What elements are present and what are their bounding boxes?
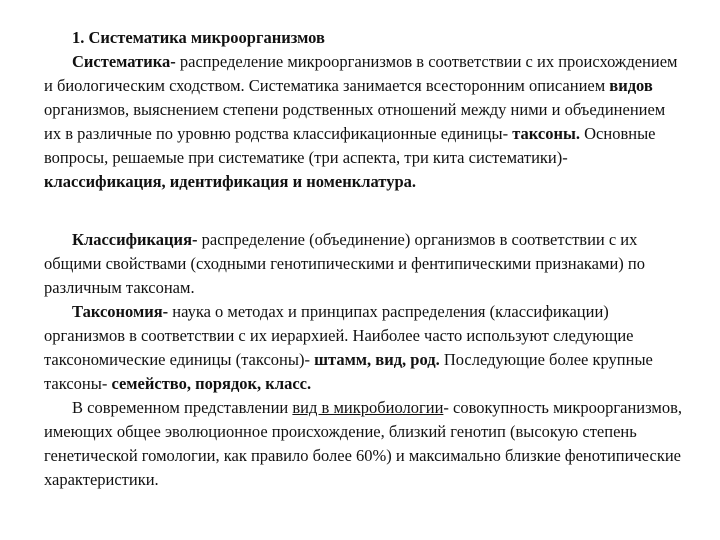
paragraph-text: Основные вопросы, решаемые при систематике (три аспекта, три кита систематики)- [44, 124, 656, 167]
paragraph-species-definition [44, 396, 684, 492]
paragraph-text: - совокупность микроорганизмов, имеющих общее эволюционное происхождение, близкий генотип (высокую степень генетической гомологии, как правило более 60%) и максимально близкие фенотипические характеристики. [44, 398, 682, 489]
term-taxonomy: Таксономия- [72, 302, 169, 321]
bold-term: видов [609, 76, 653, 95]
bold-term: классификация, идентификация и номенклатура. [44, 172, 416, 191]
paragraph-text: наука о методах и принципах распределения (классификации) организмов в соответствии с их иерархией. Наиболее часто используют следующие таксономические единицы (таксоны)- [44, 302, 634, 369]
bold-term: таксоны. [512, 124, 580, 143]
bold-term: штамм, вид, род. [314, 350, 440, 369]
section-heading-text: 1. Систематика микроорганизмов [72, 28, 325, 47]
section-heading [44, 26, 684, 50]
paragraph-systematics [44, 50, 684, 194]
paragraph-classification [44, 228, 684, 300]
text-block-systematics [44, 26, 684, 194]
bold-term: семейство, порядок, класс. [111, 374, 312, 393]
paragraph-text: распределение (объединение) организмов в соответствии с их общими свойствами (сходными генотипическими и фентипическими признаками) по различным таксонам. [44, 230, 645, 297]
text-block-classification [44, 228, 684, 492]
term-classification: Классификация- [72, 230, 198, 249]
paragraph-text: В современном представлении [72, 398, 293, 417]
underlined-term: вид в микробиологии [292, 398, 444, 417]
term-systematics: Систематика- [72, 52, 176, 71]
paragraph-taxonomy [44, 300, 684, 396]
paragraph-text: Последующие более крупные таксоны- [44, 350, 653, 393]
paragraph-text: распределение микроорганизмов в соответствии с их происхождением и биологическим сходством. Систематика занимается всесторонним описанием [44, 52, 678, 95]
paragraph-text: организмов, выяснением степени родственных отношений между ними и объединением их в различные по уровню родства классификационные единицы- [44, 100, 666, 143]
